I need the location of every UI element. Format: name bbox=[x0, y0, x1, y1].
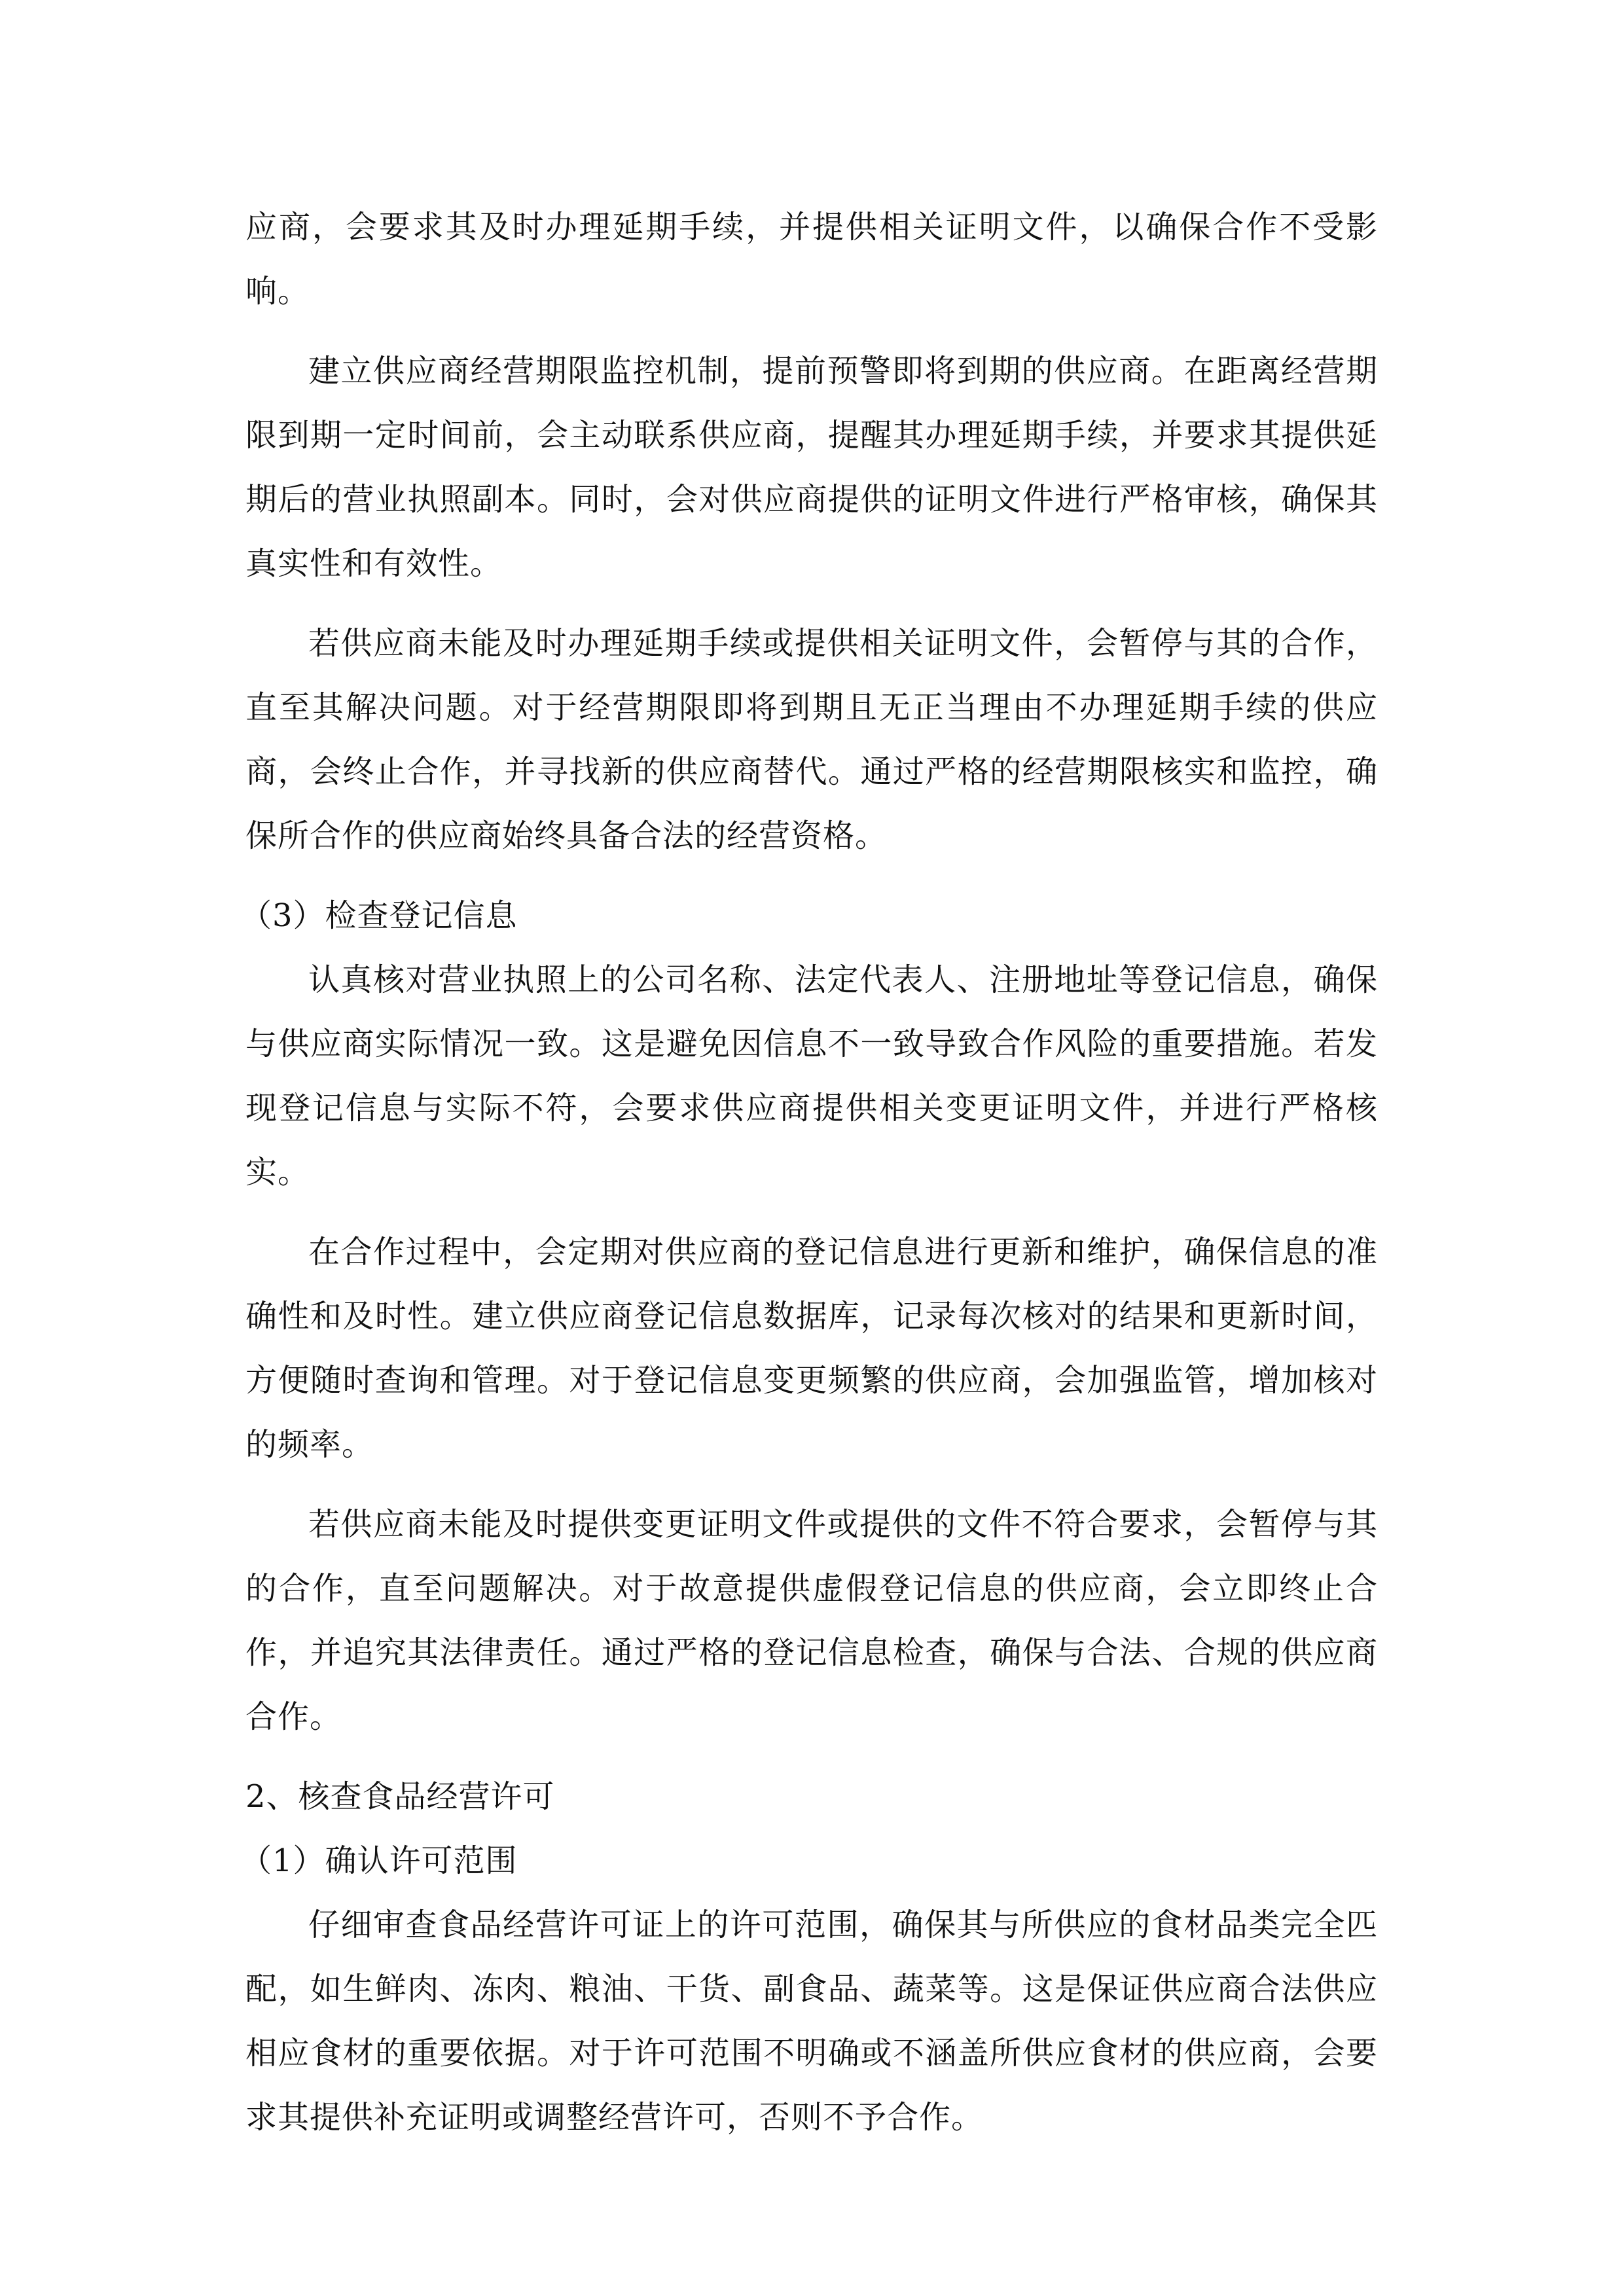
subheading-confirm-scope: （1）确认许可范围 bbox=[240, 1842, 518, 1879]
document-body bbox=[240, 195, 1378, 2165]
paragraph-6: 若供应商未能及时提供变更证明文件或提供的文件不符合要求，会暂停与其的合作，直至问题解决。对于故意提供虚假登记信息的供应商，会立即终止合作，并追究其法律责任。通过严格的登记信息检查，确保与合法、合规的供应商合作。 bbox=[245, 1506, 1378, 1735]
paragraph-1: 应商，会要求其及时办理延期手续，并提供相关证明文件，以确保合作不受影响。 bbox=[245, 209, 1378, 310]
paragraph-5: 在合作过程中，会定期对供应商的登记信息进行更新和维护，确保信息的准确性和及时性。建立供应商登记信息数据库，记录每次核对的结果和更新时间，方便随时查询和管理。对于登记信息变更频繁的供应商，会加强监管，增加核对的频率。 bbox=[245, 1234, 1378, 1463]
paragraph-3: 若供应商未能及时办理延期手续或提供相关证明文件，会暂停与其的合作，直至其解决问题。对于经营期限即将到期且无正当理由不办理延期手续的供应商，会终止合作，并寻找新的供应商替代。通过严格的经营期限核实和监控，确保所合作的供应商始终具备合法的经营资格。 bbox=[245, 625, 1378, 854]
paragraph-7: 仔细审查食品经营许可证上的许可范围，确保其与所供应的食材品类完全匹配，如生鲜肉、冻肉、粮油、干货、副食品、蔬菜等。这是保证供应商合法供应相应食材的重要依据。对于许可范围不明确或不涵盖所供应食材的供应商，会要求其提供补充证明或调整经营许可，否则不予合作。 bbox=[245, 1907, 1378, 2136]
paragraph-2: 建立供应商经营期限监控机制，提前预警即将到期的供应商。在距离经营期限到期一定时间前，会主动联系供应商，提醒其办理延期手续，并要求其提供延期后的营业执照副本。同时，会对供应商提供的证明文件进行严格审核，确保其真实性和有效性。 bbox=[245, 353, 1378, 582]
section-heading-food-license: 2、核查食品经营许可 bbox=[245, 1778, 555, 1815]
subheading-check-registration: （3）检查登记信息 bbox=[240, 897, 518, 934]
paragraph-4: 认真核对营业执照上的公司名称、法定代表人、注册地址等登记信息，确保与供应商实际情况一致。这是避免因信息不一致导致合作风险的重要措施。若发现登记信息与实际不符，会要求供应商提供相关变更证明文件，并进行严格核实。 bbox=[245, 961, 1378, 1191]
